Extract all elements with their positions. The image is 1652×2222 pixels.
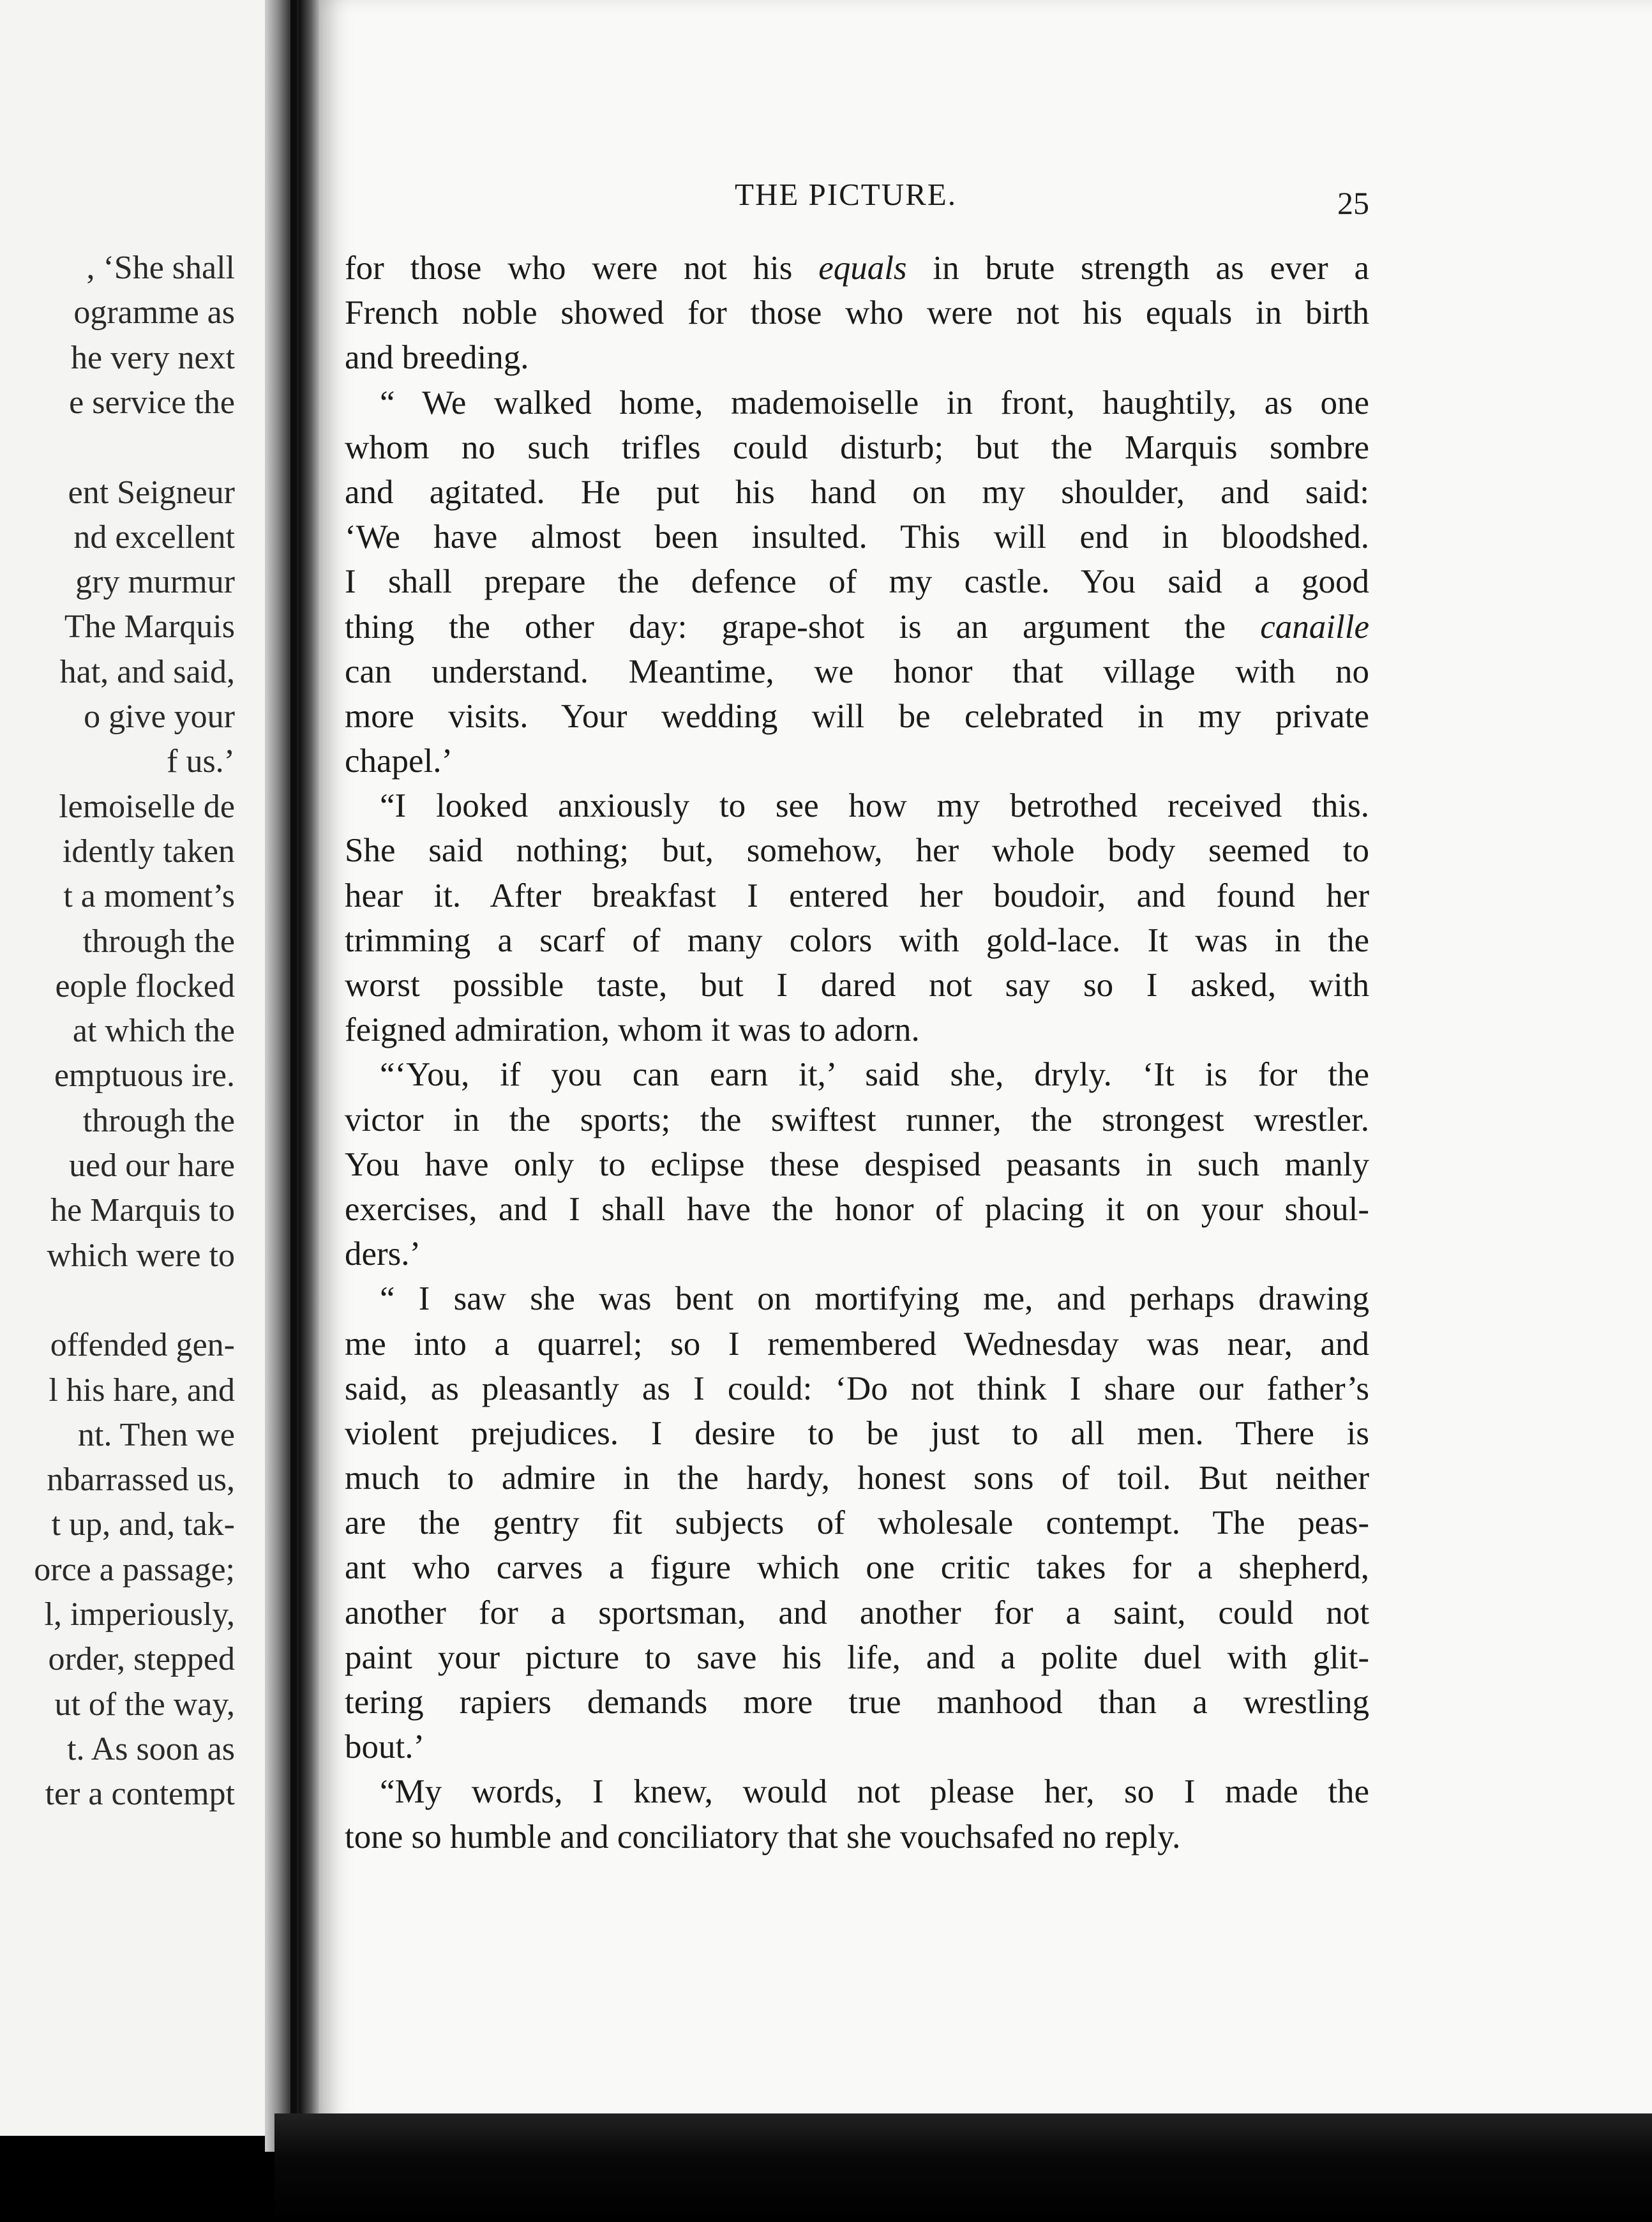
left-page-line: ued our hare <box>69 1147 235 1184</box>
left-page-line: nbarrassed us, <box>47 1462 235 1499</box>
text-line: “I looked anxiously to see how my betrothed received this. <box>380 787 1369 825</box>
text-line: chapel.’ <box>345 743 453 780</box>
left-page-line: The Marquis <box>64 608 235 646</box>
text-line <box>345 246 1369 291</box>
left-page-line: offended gen- <box>50 1327 235 1364</box>
text-line: exercises, and I shall have the honor of placing it on your shoul- <box>345 1190 1369 1228</box>
text-line: are the gentry fit subjects of wholesale contempt. The peas- <box>345 1504 1369 1542</box>
text-line <box>345 605 1369 649</box>
left-page-line: through the <box>82 1102 235 1139</box>
text-span: in brute strength as ever a <box>906 250 1369 287</box>
left-page-line: nd excellent <box>73 518 235 556</box>
left-page-line: ogramme as <box>73 294 235 331</box>
text-line: “ We walked home, mademoiselle in front, haughtily, as one <box>380 384 1369 421</box>
left-page-line: o give your <box>84 699 235 735</box>
left-page-line: t. As soon as <box>67 1730 235 1767</box>
text-line: much to admire in the hardy, honest sons of toil. But neither <box>345 1460 1369 1497</box>
left-page-line: which were to <box>47 1237 235 1274</box>
text-line: another for a sportsman, and another for a saint, could not <box>345 1594 1369 1631</box>
left-page-fragment <box>0 0 274 2136</box>
text-line: “My words, I knew, would not please her, so I made the <box>380 1773 1369 1811</box>
body-text <box>345 246 1369 1859</box>
left-page-line: through the <box>82 923 235 960</box>
text-line: You have only to eclipse these despised peasants in such manly <box>345 1145 1369 1183</box>
text-line: worst possible taste, but I dared not say so I asked, with <box>345 967 1369 1004</box>
text-line: victor in the sports; the swiftest runner, the strongest wrestler. <box>345 1101 1369 1138</box>
left-page-line: t up, and, tak- <box>51 1506 235 1543</box>
text-line: ders.’ <box>345 1236 421 1273</box>
text-line: and agitated. He put his hand on my shoulder, and said: <box>345 473 1369 511</box>
left-page-line: ent Seigneur <box>68 474 235 511</box>
text-line: more visits. Your wedding will be celebrated in my private <box>345 697 1369 735</box>
text-line: feigned admiration, whom it was to adorn. <box>345 1011 920 1049</box>
text-line: tering rapiers demands more true manhood than a wrestling <box>345 1684 1369 1721</box>
left-page-line: orce a passage; <box>34 1551 235 1588</box>
left-page-line: f us.’ <box>167 743 235 780</box>
text-line: “‘You, if you can earn it,’ said she, dryly. ‘It is for the <box>380 1056 1369 1094</box>
left-page-line: ut of the way, <box>54 1686 235 1723</box>
text-line: bout.’ <box>345 1728 425 1766</box>
left-page-line: eople flocked <box>55 967 235 1004</box>
text-line: said, as pleasantly as I could: ‘Do not think I share our father’s <box>345 1370 1369 1407</box>
left-page-line: l, imperiously, <box>44 1596 235 1633</box>
text-line: violent prejudices. I desire to be just to all men. There is <box>345 1414 1369 1452</box>
text-line: tone so humble and conciliatory that she vouchsafed no reply. <box>345 1818 1181 1855</box>
left-page-line: he Marquis to <box>50 1192 235 1229</box>
italic-word: equals <box>818 250 907 287</box>
left-page-line: hat, and said, <box>59 653 235 690</box>
left-page-line: , ‘She shall <box>86 250 235 286</box>
text-line: paint your picture to save his life, and a polite duel with glit- <box>345 1638 1369 1676</box>
left-page-line: emptuous ire. <box>54 1057 235 1094</box>
text-line: ‘We have almost been insulted. This will end in bloodshed. <box>345 518 1369 556</box>
italic-word: canaille <box>1260 608 1369 646</box>
text-line: ant who carves a figure which one critic takes for a shepherd, <box>345 1549 1369 1587</box>
left-page-line: gry murmur <box>75 564 235 601</box>
page-number: 25 <box>1337 185 1369 221</box>
left-page-line: he very next <box>70 339 235 376</box>
text-line: and breeding. <box>345 339 529 377</box>
text-span: thing the other day: grape-shot is an argument the <box>345 608 1261 646</box>
left-page-line: nt. Then we <box>78 1416 235 1453</box>
text-line: hear it. After breakfast I entered her boudoir, and found her <box>345 877 1369 914</box>
text-line: can understand. Meantime, we honor that village with no <box>345 653 1369 690</box>
left-page-line: order, stepped <box>48 1641 235 1678</box>
left-page-line: t a moment’s <box>63 878 235 915</box>
left-page-line: e service the <box>69 384 235 421</box>
text-line: trimming a scarf of many colors with gold-lace. It was in the <box>345 921 1369 959</box>
left-page-line: ter a contempt <box>45 1776 235 1813</box>
left-page-line: l his hare, and <box>49 1372 235 1409</box>
text-line: me into a quarrel; so I remembered Wednesday was near, and <box>345 1325 1369 1363</box>
left-page-line: lemoiselle de <box>59 788 235 825</box>
running-head: THE PICTURE. <box>735 177 957 212</box>
left-page-line: idently taken <box>62 833 235 870</box>
text-line: She said nothing; but, somehow, her whole body seemed to <box>345 832 1369 870</box>
text-line: whom no such trifles could disturb; but the Marquis sombre <box>345 428 1369 466</box>
text-line: French noble showed for those who were not his equals in birth <box>345 294 1369 332</box>
gutter-shadow <box>290 0 297 2139</box>
left-page-line: at which the <box>72 1013 235 1050</box>
scan-bottom-edge <box>274 2113 1652 2222</box>
text-span: for those who were not his <box>345 250 819 287</box>
text-line: “ I saw she was bent on mortifying me, and perhaps drawing <box>380 1280 1369 1318</box>
text-line: I shall prepare the defence of my castle. You said a good <box>345 563 1369 601</box>
